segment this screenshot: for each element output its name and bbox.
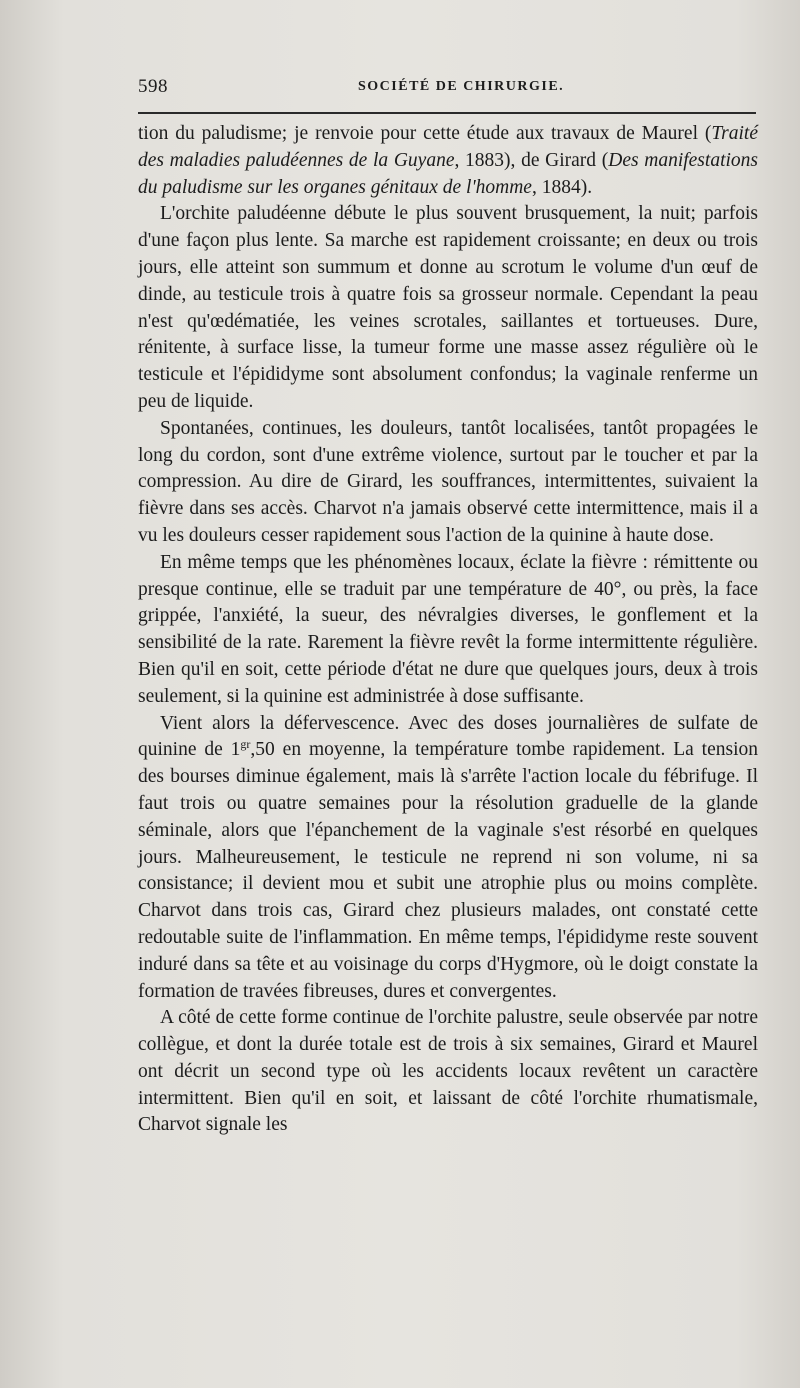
paragraph-1-title-maurel: Traité des maladies paludéennes de la Guyane [138,123,758,171]
page-number: 598 [138,76,168,97]
paragraph-1-text-c: , 1883), de Girard ( [454,149,609,171]
header-rule [138,112,756,114]
page-header [138,76,758,100]
paragraph-5 [138,711,758,1006]
paragraph-5-text-b: ,50 en moyenne, la température tombe rapidement. La tension des bourses diminue également, mais là s'arrête l'action locale du fébrifuge. Il faut trois ou quatre semaines pour la résolution graduelle de la glande séminale, alors que l'épanchement de la vaginale s'est résorbé en quelques jours. Malheureusement, le testicule ne reprend ni son volume, ni sa consistance; il devient mou et subit une atrophie plus ou moins complète. Charvot dans trois cas, Girard chez plusieurs malades, ont constaté cette redoutable suite de l'inflammation. En même temps, l'épididyme reste souvent induré dans sa tête et au voisinage du corps d'Hygmore, où le doigt constate la formation de travées fibreuses, dures et convergentes. [138,739,758,1002]
paragraph-6: A côté de cette forme continue de l'orchite palustre, seule observée par notre collègue, et dont la durée totale est de trois à six semaines, Girard et Maurel ont décrit un second type où les accidents locaux revêtent un caractère intermittent. Bien qu'il en soit, et laissant de côté l'orchite rhumatismale, Charvot signale les [138,1007,758,1136]
paragraph-1-title-girard: Des manifestations du paludisme sur les organes génitaux de l'homme [138,149,758,198]
paragraph-1-text-a: tion du paludisme; je renvoie pour cette étude aux travaux de Maurel ( [138,123,712,144]
running-head: SOCIÉTÉ DE CHIRURGIE. [358,79,565,94]
paragraph-5-text-a: Vient alors la défervescence. Avec des doses journalières de sulfate de quinine de 1 [138,712,758,761]
paragraph-4: En même temps que les phénomènes locaux, éclate la fièvre : rémittente ou presque continue, elle se traduit par une température de 40°, ou près, la face grippée, l'anxiété, la sueur, des névralgies diverses, le gonflement et la sensibilité de la rate. Rarement la fièvre revêt la forme intermittente régulière. Bien qu'il en soit, cette période d'état ne dure que quelques jours, deux à trois seulement, si la quinine est administrée à dose suffisante. [138,551,758,707]
paragraph-5-superscript: gr [240,737,251,752]
paragraph-3: Spontanées, continues, les douleurs, tantôt localisées, tantôt propagées le long du cordon, sont d'une extrême violence, surtout par le toucher et par la compression. Au dire de Girard, les souffrances, intermittentes, suivaient la fièvre dans ses accès. Charvot n'a jamais observé cette intermittence, mais il a vu les douleurs cesser rapidement sous l'action de la quinine à haute dose. [138,417,758,546]
paragraph-1-text-e: , 1884). [531,176,593,198]
paragraph-1 [138,121,758,201]
body-text [138,121,758,1139]
paragraph-2: L'orchite paludéenne débute le plus souvent brusquement, la nuit; parfois d'une façon plus lente. Sa marche est rapidement croissante; en deux ou trois jours, elle atteint son summum et donne au scrotum le volume d'un œuf de dinde, au testicule trois à quatre fois sa grosseur normale. Cependant la peau n'est qu'œdématiée, les veines scrotales, saillantes et tortueuses. Dure, rénitente, à surface lisse, la tumeur forme une masse assez régulière où le testicule et l'épididyme sont absolument confondus; la vaginale renferme un peu de liquide. [138,203,758,412]
